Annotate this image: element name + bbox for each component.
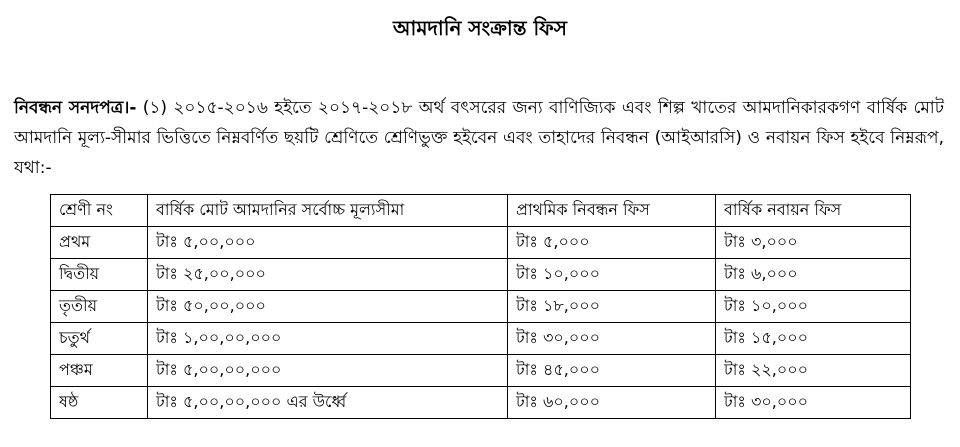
cell-class: তৃতীয় — [51, 291, 148, 323]
table-row — [51, 387, 911, 419]
cell-renewal-fee: টাঃ ১০,০০০ — [716, 291, 911, 323]
intro-body: (১) ২০১৫-২০১৬ হইতে ২০১৭-২০১৮ অর্থ বৎসরের জন্য বাণিজ্যিক এবং শিল্প খাতের আমদানিকারকগণ বার্ষিক মোট আমদানি মূল্য-সীমার ভিত্তিতে নিম্নবর্ণিত ছয়টি শ্রেণিতে শ্রেণিভুক্ত হইবেন এবং তাহাদের নিবন্ধন (আইআরসি) ও নবায়ন ফিস হইবে নিম্নরূপ, যথা:- — [14, 98, 944, 178]
cell-registration-fee: টাঃ ৬০,০০০ — [508, 387, 716, 419]
cell-class: ষষ্ঠ — [51, 387, 148, 419]
cell-max-value: টাঃ ১,০০,০০,০০০ — [148, 323, 508, 355]
cell-max-value: টাঃ ৫০,০০,০০০ — [148, 291, 508, 323]
header-max-import-value: বার্ষিক মোট আমদানির সর্বোচ্চ মূল্যসীমা — [148, 195, 508, 227]
cell-max-value: টাঃ ৫,০০,০০,০০০ এর উর্ধ্বে — [148, 387, 508, 419]
cell-renewal-fee: টাঃ ৬,০০০ — [716, 259, 911, 291]
header-renewal-fee: বার্ষিক নবায়ন ফিস — [716, 195, 911, 227]
table-row — [51, 323, 911, 355]
cell-class: পঞ্চম — [51, 355, 148, 387]
table-row — [51, 291, 911, 323]
cell-renewal-fee: টাঃ ৩০,০০০ — [716, 387, 911, 419]
header-class-no: শ্রেণী নং — [51, 195, 148, 227]
cell-renewal-fee: টাঃ ১৫,০০০ — [716, 323, 911, 355]
cell-registration-fee: টাঃ ৫,০০০ — [508, 227, 716, 259]
cell-registration-fee: টাঃ ১৮,০০০ — [508, 291, 716, 323]
page-title: আমদানি সংক্রান্ত ফিস — [392, 16, 567, 40]
cell-renewal-fee: টাঃ ২২,০০০ — [716, 355, 911, 387]
header-registration-fee: প্রাথমিক নিবন্ধন ফিস — [508, 195, 716, 227]
cell-registration-fee: টাঃ ৩০,০০০ — [508, 323, 716, 355]
cell-renewal-fee: টাঃ ৩,০০০ — [716, 227, 911, 259]
intro-lead: নিবন্ধন সনদপত্র।- — [14, 98, 137, 118]
cell-class: প্রথম — [51, 227, 148, 259]
intro-paragraph — [14, 93, 944, 183]
table-header-row — [51, 195, 911, 227]
cell-registration-fee: টাঃ ৪৫,০০০ — [508, 355, 716, 387]
table-row — [51, 227, 911, 259]
cell-max-value: টাঃ ৫,০০,০০,০০০ — [148, 355, 508, 387]
table-row — [51, 355, 911, 387]
cell-class: চতুর্থ — [51, 323, 148, 355]
fee-table — [50, 194, 911, 419]
table-row — [51, 259, 911, 291]
cell-max-value: টাঃ ২৫,০০,০০০ — [148, 259, 508, 291]
cell-class: দ্বিতীয় — [51, 259, 148, 291]
cell-registration-fee: টাঃ ১০,০০০ — [508, 259, 716, 291]
cell-max-value: টাঃ ৫,০০,০০০ — [148, 227, 508, 259]
